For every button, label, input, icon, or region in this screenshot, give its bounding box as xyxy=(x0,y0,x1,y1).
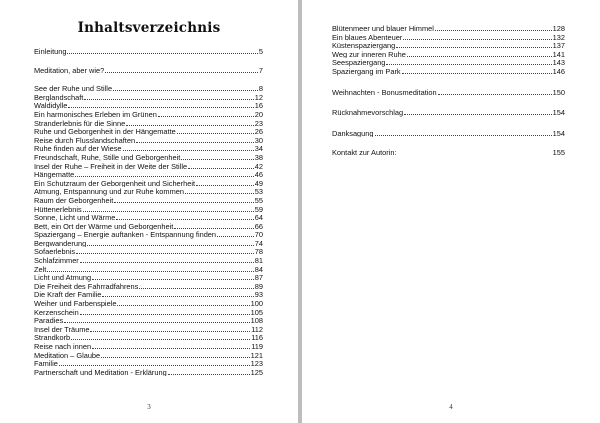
toc-entry xyxy=(34,299,263,308)
toc-entry xyxy=(332,41,565,50)
dot-leader xyxy=(47,265,253,272)
dot-leader xyxy=(117,299,249,306)
toc-entry xyxy=(34,325,263,334)
toc-entry-page: 46 xyxy=(254,170,263,179)
toc-entry-title: Ein harmonisches Erleben im Grünen xyxy=(34,109,157,119)
dot-leader xyxy=(92,342,250,349)
toc-entry-page: 74 xyxy=(254,238,263,248)
toc-entry-title: Ruhe finden auf der Wiese xyxy=(34,144,122,153)
toc-entry xyxy=(332,149,565,158)
toc-entry xyxy=(34,230,263,239)
toc-entry-title: Weg zur inneren Ruhe xyxy=(332,49,406,59)
toc-entry-title: Bergwanderung xyxy=(34,238,87,248)
toc-entry xyxy=(332,50,565,59)
toc-entry-title: Bett, ein Ort der Wärme und Geborgenheit xyxy=(34,221,174,231)
toc-entry-title: Paradies xyxy=(34,316,64,325)
dot-leader xyxy=(113,84,258,91)
dot-leader xyxy=(126,119,254,126)
toc-entry-page: 116 xyxy=(251,333,263,342)
left-page xyxy=(0,0,298,423)
toc-entry-title: Familie xyxy=(34,359,58,368)
toc-entry xyxy=(34,239,263,248)
toc-entry-page: 53 xyxy=(254,187,263,196)
toc-entry xyxy=(34,213,263,222)
toc-entry-page: 84 xyxy=(254,264,263,274)
toc-entry-page: 7 xyxy=(258,65,263,75)
toc-entry-page: 87 xyxy=(254,273,263,282)
toc-entry xyxy=(332,58,565,67)
toc-entry xyxy=(34,316,263,325)
toc-entry xyxy=(34,273,263,282)
toc-entry xyxy=(332,33,565,42)
dot-leader xyxy=(217,230,254,237)
toc-entry xyxy=(34,205,263,214)
toc-entry-page: 78 xyxy=(254,247,263,257)
dot-leader xyxy=(188,162,254,169)
toc-entry-page: 30 xyxy=(254,135,263,145)
dot-leader xyxy=(177,127,254,134)
toc-entry-page: 64 xyxy=(254,213,263,222)
toc-entry xyxy=(34,290,263,299)
toc-entry-page: 89 xyxy=(254,281,263,291)
toc-entry-page: 132 xyxy=(552,32,565,42)
toc-entry-title: Reise nach innen xyxy=(34,342,92,351)
toc-entry-page: 55 xyxy=(254,195,263,205)
dot-leader xyxy=(116,213,253,220)
dot-leader xyxy=(75,170,254,177)
dot-leader xyxy=(87,239,254,246)
dot-leader xyxy=(403,33,551,40)
toc-entry-page: 119 xyxy=(251,342,263,351)
toc-entry-page: 154 xyxy=(552,108,565,117)
dot-leader xyxy=(80,256,254,263)
toc-entry-title: Sonne, Licht und Wärme xyxy=(34,213,116,222)
toc-entry xyxy=(332,129,565,138)
toc-entry-title: Partnerschaft und Meditation - Erklärung xyxy=(34,367,167,377)
toc-entry-title: Einleitung xyxy=(34,47,67,56)
toc-entry-page: 123 xyxy=(250,359,263,368)
toc-entry xyxy=(34,333,263,342)
toc-entry-title: Ein Schutzraum der Geborgenheit und Sicherheit xyxy=(34,178,196,188)
toc-entry xyxy=(34,282,263,291)
toc-entry xyxy=(332,88,565,97)
toc-entry xyxy=(34,66,263,75)
toc-entry-page: 23 xyxy=(254,118,263,128)
toc-entry-title: Blütenmeer und blauer Himmel xyxy=(332,24,434,33)
toc-entry-page: 59 xyxy=(254,204,263,214)
toc-entry-page: 38 xyxy=(254,152,263,162)
toc-entry-title: Schlafzimmer xyxy=(34,256,79,265)
dot-leader xyxy=(76,247,254,254)
dot-leader xyxy=(375,129,552,136)
dot-leader xyxy=(435,24,552,31)
dot-leader xyxy=(84,93,253,100)
toc-entry-page: 128 xyxy=(552,24,565,33)
toc-entry-page: 146 xyxy=(552,66,565,76)
toc-entry-page: 81 xyxy=(254,256,263,265)
toc-entry-page: 66 xyxy=(254,221,263,231)
dot-leader xyxy=(114,196,253,203)
dot-leader xyxy=(105,66,258,73)
toc-entry xyxy=(34,351,263,360)
dot-leader xyxy=(438,88,552,95)
toc-entry xyxy=(34,110,263,119)
toc-entry-page: 100 xyxy=(250,299,263,308)
toc-entry-page: 26 xyxy=(254,127,263,136)
toc-entry-page: 49 xyxy=(254,178,263,188)
toc-entry-title: Atmung, Entspannung und zur Ruhe kommen xyxy=(34,187,184,196)
toc-entry-title: Zelt xyxy=(34,264,47,274)
toc-entry-title: See der Ruhe und Stille xyxy=(34,84,113,93)
dot-leader xyxy=(402,67,552,74)
dot-leader xyxy=(102,290,253,297)
toc-entry-title: Die Kraft der Familie xyxy=(34,290,102,300)
dot-leader xyxy=(80,308,250,315)
toc-entry-page: 137 xyxy=(552,41,565,50)
toc-entry-title: Licht und Atmung xyxy=(34,273,92,282)
toc-entry-title: Kerzenschein xyxy=(34,307,79,317)
dot-leader xyxy=(181,153,254,160)
dot-leader xyxy=(158,110,254,117)
dot-leader xyxy=(92,273,254,280)
toc-entry-page: 143 xyxy=(552,58,565,67)
toc-entry-page: 121 xyxy=(250,350,263,360)
toc-entry-page: 5 xyxy=(258,47,263,56)
toc-list-right xyxy=(332,24,565,158)
dot-leader xyxy=(123,144,254,151)
dot-leader xyxy=(83,205,254,212)
toc-entry-title: Küstenspaziergang xyxy=(332,41,396,50)
dot-leader xyxy=(67,47,257,54)
dot-leader xyxy=(174,222,254,229)
toc-entry-title: Insel der Ruhe – Freiheit in der Weite der Stille xyxy=(34,161,188,171)
toc-entry xyxy=(34,265,263,274)
toc-entry-page: 20 xyxy=(254,109,263,119)
toc-entry xyxy=(34,93,263,102)
toc-entry-page: 105 xyxy=(250,307,263,317)
toc-entry-title: Stranderlebnis für die Sinne xyxy=(34,118,126,128)
toc-entry-title: Weihnachten - Bonusmeditation xyxy=(332,87,437,97)
dot-leader xyxy=(59,359,250,366)
toc-entry xyxy=(332,24,565,33)
dot-leader xyxy=(404,108,552,115)
dot-leader xyxy=(68,101,253,108)
toc-entry-title: Danksagung xyxy=(332,128,374,138)
dot-leader xyxy=(185,187,254,194)
toc-entry-page: 34 xyxy=(254,144,263,153)
toc-entry xyxy=(34,47,263,56)
dot-leader xyxy=(90,325,250,332)
toc-entry xyxy=(34,162,263,171)
page-number: 4 xyxy=(449,403,453,411)
toc-entry xyxy=(332,67,565,76)
toc-entry-page: 125 xyxy=(250,367,263,377)
dot-leader xyxy=(407,50,552,57)
toc-entry xyxy=(34,359,263,368)
toc-entry xyxy=(34,256,263,265)
toc-entry xyxy=(34,119,263,128)
toc-entry-title: Spaziergang im Park xyxy=(332,66,401,76)
toc-entry-page: 70 xyxy=(254,230,263,239)
toc-entry xyxy=(34,136,263,145)
toc-entry-title: Berglandschaft xyxy=(34,92,84,102)
dot-leader xyxy=(196,179,254,186)
page-number: 3 xyxy=(147,403,151,411)
toc-entry-title: Insel der Träume xyxy=(34,324,90,334)
toc-entry-page: 42 xyxy=(254,161,263,171)
toc-entry-title: Ruhe und Geborgenheit in der Hängematte xyxy=(34,127,176,136)
toc-entry-title: Freundschaft, Ruhe, Stille und Geborgenheit xyxy=(34,152,181,162)
toc-entry xyxy=(34,101,263,110)
dot-leader xyxy=(396,41,551,48)
toc-entry-page: 12 xyxy=(254,92,263,102)
toc-entry-title: Strandkorb xyxy=(34,333,71,342)
toc-entry xyxy=(34,187,263,196)
toc-entry xyxy=(34,342,263,351)
toc-entry-page: 93 xyxy=(254,290,263,300)
toc-entry-title: Spaziergang – Energie auftanken - Entspannung finden xyxy=(34,230,217,239)
toc-entry-title: Waldidylle xyxy=(34,101,68,110)
toc-entry-page: 8 xyxy=(258,84,263,93)
toc-entry xyxy=(34,222,263,231)
toc-entry-title: Meditation – Glaube xyxy=(34,350,101,360)
toc-entry xyxy=(34,153,263,162)
toc-entry xyxy=(34,84,263,93)
toc-entry-page: 155 xyxy=(552,149,565,158)
toc-entry xyxy=(34,247,263,256)
dot-leader xyxy=(386,58,551,65)
page-title: Inhaltsverzeichnis xyxy=(77,20,221,36)
toc-entry-title: Die Freiheit des Fahrradfahrens xyxy=(34,281,139,291)
dot-leader xyxy=(101,351,250,358)
toc-entry xyxy=(34,127,263,136)
toc-entry-page: 108 xyxy=(250,316,263,325)
dot-leader xyxy=(64,316,249,323)
toc-entry xyxy=(34,196,263,205)
toc-entry-title: Weiher und Farbenspiele xyxy=(34,299,117,308)
dot-leader xyxy=(71,333,250,340)
toc-entry-page: 141 xyxy=(552,49,565,59)
toc-entry xyxy=(34,170,263,179)
toc-entry-page: 16 xyxy=(254,101,263,110)
dot-leader xyxy=(398,149,552,155)
toc-entry-title: Reise durch Flusslandschaften xyxy=(34,135,136,145)
dot-leader xyxy=(139,282,253,289)
toc-entry-title: Sofaerlebnis xyxy=(34,247,76,257)
toc-entry-page: 112 xyxy=(251,324,263,334)
toc-entry xyxy=(34,368,263,377)
toc-entry xyxy=(34,144,263,153)
toc-entry-title: Rücknahmevorschlag xyxy=(332,108,404,117)
toc-entry-title: Ein blaues Abenteuer xyxy=(332,32,403,42)
toc-entry-page: 154 xyxy=(552,128,565,138)
toc-entry-title: Kontakt zur Autorin: xyxy=(332,149,397,158)
toc-entry-page: 150 xyxy=(552,87,565,97)
dot-leader xyxy=(136,136,254,143)
toc-entry xyxy=(34,308,263,317)
right-page xyxy=(302,0,600,423)
toc-entry-title: Raum der Geborgenheit xyxy=(34,195,114,205)
toc-list-left xyxy=(34,47,263,376)
toc-entry-title: Hüttenerlebnis xyxy=(34,204,82,214)
toc-entry-title: Seespaziergang xyxy=(332,58,386,67)
toc-entry-title: Hängematte xyxy=(34,170,75,179)
dot-leader xyxy=(168,368,250,375)
toc-entry-title: Meditation, aber wie? xyxy=(34,65,105,75)
toc-entry xyxy=(34,179,263,188)
toc-entry xyxy=(332,108,565,117)
